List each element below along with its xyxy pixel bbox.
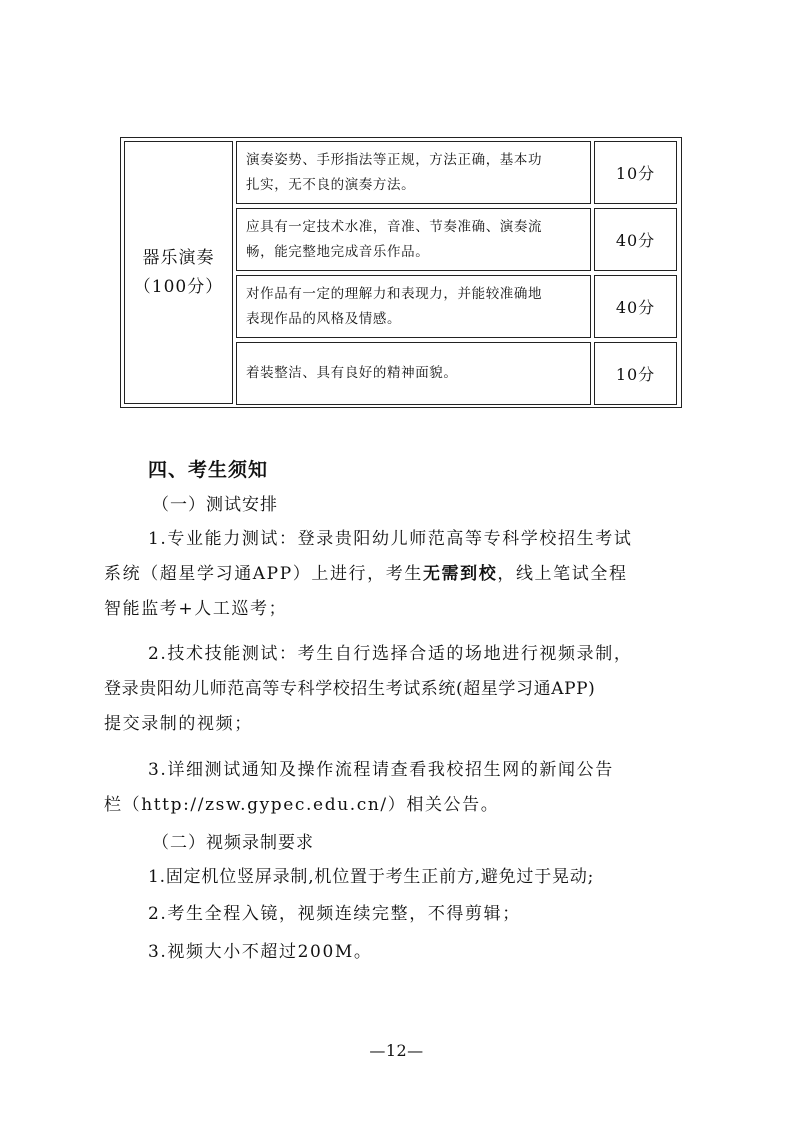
- criteria-text: 对作品有一定的理解力和表现力，并能较准确地: [246, 286, 543, 302]
- score-cell: 10分: [594, 342, 677, 405]
- table-row: [236, 275, 677, 338]
- score-table: [120, 137, 682, 408]
- criteria-text: 表现作品的风格及情感。: [246, 311, 402, 327]
- criteria-cell: [236, 141, 591, 204]
- paragraph-professional-test: [104, 522, 702, 627]
- score-cell: 10分: [594, 141, 677, 204]
- paragraph-video-requirements: [104, 860, 702, 971]
- criteria-cell: [236, 342, 591, 405]
- subsection-heading: （二）视频录制要求: [152, 833, 314, 853]
- paragraph-line: 3.视频大小不超过200M。: [148, 942, 373, 962]
- paragraph-line: 2.考生全程入镜，视频连续完整，不得剪辑；: [148, 904, 521, 924]
- criteria-cell: [236, 275, 591, 338]
- criteria-text: 畅，能完整地完成音乐作品。: [246, 244, 430, 260]
- criteria-text: 演奏姿势、手形指法等正规，方法正确，基本功: [246, 152, 543, 168]
- subsection-heading: （一）测试安排: [152, 495, 278, 515]
- paragraph-line: 提交录制的视频；: [104, 714, 253, 734]
- paragraph-line: 登录贵阳幼儿师范高等专科学校招生考试系统(超星学习通APP): [104, 679, 596, 699]
- criteria-cell: [236, 208, 591, 271]
- paragraph-line: 3.详细测试通知及操作流程请查看我校招生网的新闻公告: [148, 760, 614, 780]
- category-points: （100分）: [133, 276, 224, 297]
- paragraph-line: 1.专业能力测试：登录贵阳幼儿师范高等专科学校招生考试: [148, 529, 633, 549]
- paragraph-line: 栏（http://zsw.gypec.edu.cn/）相关公告。: [104, 795, 500, 815]
- paragraph-line: 2.技术技能测试：考生自行选择合适的场地进行视频录制，: [148, 644, 633, 664]
- section-heading: 四、考生须知: [148, 459, 269, 481]
- paragraph-line: [104, 557, 702, 592]
- category-cell: [124, 141, 233, 404]
- paragraph-line: 智能监考+人工巡考；: [104, 599, 288, 619]
- text-span: 系统（超星学习通APP）上进行，考生: [104, 564, 423, 584]
- criteria-text: 应具有一定技术水准，音准、节奏准确、演奏流: [246, 219, 543, 235]
- table-row: [236, 342, 677, 405]
- page-number: —12—: [369, 1041, 424, 1060]
- category-name: 器乐演奏: [142, 247, 215, 268]
- score-cell: 40分: [594, 275, 677, 338]
- paragraph-skill-test: [104, 637, 702, 742]
- table-row: [236, 141, 677, 204]
- paragraph-test-notice: [104, 753, 702, 823]
- table-row: [236, 208, 677, 271]
- emphasis-text: 无需到校: [422, 564, 498, 584]
- score-cell: 40分: [594, 208, 677, 271]
- criteria-text: 扎实，无不良的演奏方法。: [246, 177, 416, 193]
- text-span: ，线上笔试全程: [497, 564, 628, 584]
- paragraph-line: 1.固定机位竖屏录制,机位置于考生正前方,避免过于晃动;: [148, 867, 595, 887]
- criteria-text: 着装整洁、具有良好的精神面貌。: [246, 365, 458, 381]
